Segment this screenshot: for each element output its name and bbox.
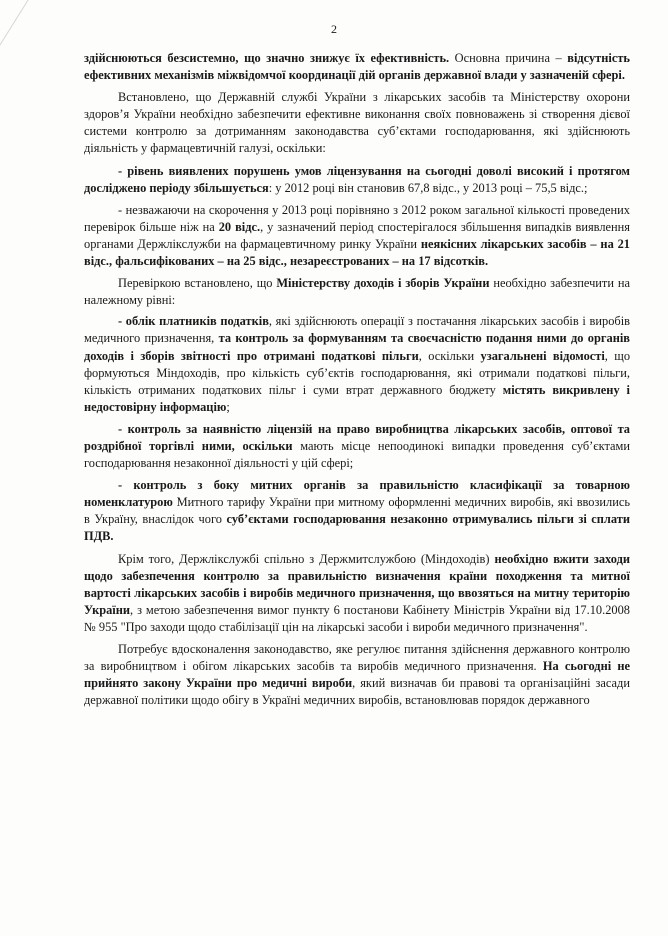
text-run: Потребує вдосконалення законодавство, яке регулює питання здійснення державного контролю за виробництвом і обігом лікарських засобів та виробів медичного призначення. bbox=[84, 642, 630, 674]
paragraph bbox=[84, 421, 630, 472]
paragraph bbox=[84, 202, 630, 270]
text-run: ; bbox=[226, 399, 230, 414]
bold-text-run: суб’єктами господарювання незаконно отримувались пільги зі сплати ПДВ. bbox=[84, 512, 630, 544]
document-body bbox=[84, 50, 630, 714]
bold-text-run: містять викривлену і недостовірну інформацію bbox=[84, 382, 630, 414]
bold-text-run: узагальнені відомості bbox=[480, 348, 605, 363]
paragraph bbox=[84, 477, 630, 545]
bold-text-run: та контроль за формуванням та своєчасністю подання ними до органів доходів і зборів звітності про отримані податкові пільги bbox=[84, 331, 630, 363]
bold-text-run: неякісних лікарських засобів – на 21 відс., фальсифікованих – на 25 відс., незареєстрованих – на 17 відсотків. bbox=[84, 236, 630, 269]
text-run: : у 2012 році він становив 67,8 відс., у 2013 році – 75,5 відс.; bbox=[268, 180, 588, 195]
text-run: Митного тарифу України при митному оформленні медичних виробів, які ввозились в Україну, внаслідок чого bbox=[84, 495, 630, 527]
text-run: мають місце непоодинокі випадки проведення суб’єктами господарювання незаконної діяльності у цій сфері; bbox=[84, 438, 630, 471]
bold-text-run: 20 відс. bbox=[218, 219, 261, 234]
bold-text-run: Міністерству доходів і зборів України bbox=[276, 276, 490, 291]
paragraph bbox=[84, 551, 630, 636]
paragraph bbox=[84, 163, 630, 197]
text-run: , у зазначений період спостерігалося збільшення випадків виявлення органами Держлікслужби на фармацевтичному ринку України bbox=[84, 219, 630, 251]
text-run: , оскільки bbox=[418, 348, 481, 363]
paragraph bbox=[84, 313, 630, 416]
bold-text-run: - контроль за наявністю ліцензій на право виробництва лікарських засобів, оптової та роздрібної торгівлі ними, оскільки bbox=[84, 421, 630, 453]
text-run: , який визначав би правові та організаційні засади державної політики щодо обігу в Україні медичних виробів, встановлював порядок державного bbox=[84, 676, 630, 708]
paragraph bbox=[84, 641, 630, 709]
bold-text-run: - контроль з боку митних органів за правильністю класифікації за товарною номенклатурою bbox=[84, 478, 630, 510]
paragraph bbox=[84, 50, 630, 84]
bold-text-run: здійснюються безсистемно, що значно знижує їх ефективність. bbox=[84, 51, 450, 65]
text-run: Встановлено, що Державній службі України з лікарських засобів та Міністерству охорони здоров’я України необхідно забезпечити ефективне виконання своїх повноважень зі створення дієвої системи контролю за дотриманням законодавства суб’єктами господарювання, які здійснюють діяльність у фармацевтичній галузі, оскільки: bbox=[84, 90, 630, 156]
text-run: Основна причина – bbox=[449, 51, 568, 65]
bold-text-run: необхідно вжити заходи щодо забезпечення контролю за правильністю визначення країни походження та митної вартості лікарських засобів і виробів медичного призначення, що ввозяться на митну територію України bbox=[84, 551, 630, 617]
bold-text-run: відсутність ефективних механізмів міжвідомчої координації дій органів державної влади у зазначеній сфері. bbox=[84, 51, 630, 83]
text-run: - незважаючи на скорочення у 2013 році порівняно з 2012 роком загальної кількості проведених перевірок більше ніж на bbox=[84, 202, 630, 234]
paragraph bbox=[84, 89, 630, 157]
page-number: 2 bbox=[331, 22, 337, 36]
bold-text-run: - рівень виявлених порушень умов ліцензування на сьогодні доволі високий і протягом досліджено періоду збільшується bbox=[84, 163, 630, 195]
bold-text-run: - облік платників податків bbox=[118, 314, 269, 329]
text-run: , які здійснюють операції з постачання лікарських засобів і виробів медичного призначення, bbox=[84, 314, 630, 346]
text-run: , з метою забезпечення вимог пункту 6 постанови Кабінету Міністрів України від 17.10.2008 № 955 "Про заходи щодо стабілізації цін на лікарські засоби і вироби медичного призначення". bbox=[84, 602, 630, 634]
paragraph bbox=[84, 275, 630, 309]
bold-text-run: На сьогодні не прийнято закону України про медичні вироби bbox=[84, 659, 630, 691]
text-run: необхідно забезпечити на належному рівні: bbox=[84, 276, 631, 308]
text-run: Крім того, Держлікслужбі спільно з Держмитслужбою (Міндоходів) bbox=[118, 551, 495, 566]
text-run: Перевіркою встановлено, що bbox=[118, 276, 277, 291]
text-run: , що формуються Міндоходів, про кількість суб’єктів господарювання, які отримали податкові пільги, кількість отриманих податкових пільг і суми втрат державного бюджету bbox=[84, 348, 631, 397]
